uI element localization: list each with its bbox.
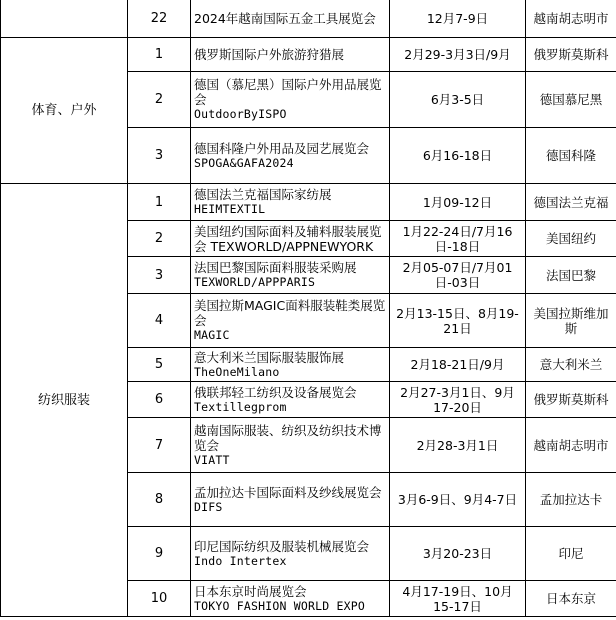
row-number: 1 <box>128 184 191 221</box>
exhibition-location: 越南胡志明市 <box>526 418 616 473</box>
exhibition-date: 2月18-21日/9月 <box>390 348 526 382</box>
exhibition-location: 美国纽约 <box>526 221 616 257</box>
exhibition-location: 俄罗斯莫斯科 <box>526 38 616 72</box>
exhibition-location: 意大利米兰 <box>526 348 616 382</box>
exhibition-name: 法国巴黎国际面料服装采购展 TEXWORLD/APPPARIS <box>191 257 390 294</box>
exhibition-name: 美国纽约国际面料及辅料服装展览会 TEXWORLD/APPNEWYORK <box>191 221 390 257</box>
exhibition-date: 3月20-23日 <box>390 527 526 581</box>
exhibition-date: 2月27-3月1日、9月17-20日 <box>390 382 526 418</box>
exhibition-date: 6月3-5日 <box>390 72 526 128</box>
row-number: 6 <box>128 382 191 418</box>
exhibition-name: 美国拉斯MAGIC面料服装鞋类展览会 MAGIC <box>191 294 390 348</box>
exhibition-location: 德国法兰克福 <box>526 184 616 221</box>
category-cell: 体育、户外 <box>1 38 128 184</box>
category-cell: 纺织服装 <box>1 184 128 617</box>
row-number: 3 <box>128 257 191 294</box>
table-row <box>1 184 616 221</box>
row-number: 5 <box>128 348 191 382</box>
exhibition-date: 12月7-9日 <box>390 0 526 38</box>
exhibition-name: 俄联邦轻工纺织及设备展览会 Textillegprom <box>191 382 390 418</box>
row-number: 2 <box>128 221 191 257</box>
exhibition-location: 孟加拉达卡 <box>526 473 616 527</box>
exhibition-date: 6月16-18日 <box>390 128 526 184</box>
exhibition-location: 美国拉斯维加斯 <box>526 294 616 348</box>
exhibition-name: 德国（慕尼黑）国际户外用品展览会 OutdoorByISPO <box>191 72 390 128</box>
row-number: 22 <box>128 0 191 38</box>
exhibition-date: 4月17-19日、10月15-17日 <box>390 581 526 617</box>
row-number: 7 <box>128 418 191 473</box>
row-number: 4 <box>128 294 191 348</box>
exhibition-date: 2月13-15日、8月19-21日 <box>390 294 526 348</box>
category-cell-empty <box>1 0 128 38</box>
exhibition-location: 日本东京 <box>526 581 616 617</box>
exhibition-date: 2月29-3月3日/9月 <box>390 38 526 72</box>
exhibition-location: 法国巴黎 <box>526 257 616 294</box>
exhibition-location: 德国科隆 <box>526 128 616 184</box>
exhibition-name: 意大利米兰国际服装服饰展 TheOneMilano <box>191 348 390 382</box>
exhibition-name: 孟加拉达卡国际面料及纱线展览会 DIFS <box>191 473 390 527</box>
exhibition-name: 2024年越南国际五金工具展览会 <box>191 0 390 38</box>
exhibition-name: 俄罗斯国际户外旅游狩猎展 <box>191 38 390 72</box>
exhibition-location: 印尼 <box>526 527 616 581</box>
exhibition-date: 1月09-12日 <box>390 184 526 221</box>
row-number: 9 <box>128 527 191 581</box>
row-number: 10 <box>128 581 191 617</box>
exhibition-date: 2月05-07日/7月01日-03日 <box>390 257 526 294</box>
exhibition-name: 印尼国际纺织及服装机械展览会 Indo Intertex <box>191 527 390 581</box>
row-number: 2 <box>128 72 191 128</box>
exhibition-name: 越南国际服装、纺织及纺织技术博览会 VIATT <box>191 418 390 473</box>
exhibition-date: 1月22-24日/7月16日-18日 <box>390 221 526 257</box>
row-number: 8 <box>128 473 191 527</box>
exhibition-date: 2月28-3月1日 <box>390 418 526 473</box>
table-row <box>1 38 616 72</box>
exhibition-name: 日本东京时尚展览会 TOKYO FASHION WORLD EXPO <box>191 581 390 617</box>
row-number: 1 <box>128 38 191 72</box>
exhibition-date: 3月6-9日、9月4-7日 <box>390 473 526 527</box>
exhibition-location: 俄罗斯莫斯科 <box>526 382 616 418</box>
exhibition-location: 越南胡志明市 <box>526 0 616 38</box>
exhibition-name: 德国法兰克福国际家纺展 HEIMTEXTIL <box>191 184 390 221</box>
row-number: 3 <box>128 128 191 184</box>
table-row <box>1 0 616 38</box>
exhibition-location: 德国慕尼黑 <box>526 72 616 128</box>
exhibition-name: 德国科隆户外用品及园艺展览会 SPOGA&GAFA2024 <box>191 128 390 184</box>
